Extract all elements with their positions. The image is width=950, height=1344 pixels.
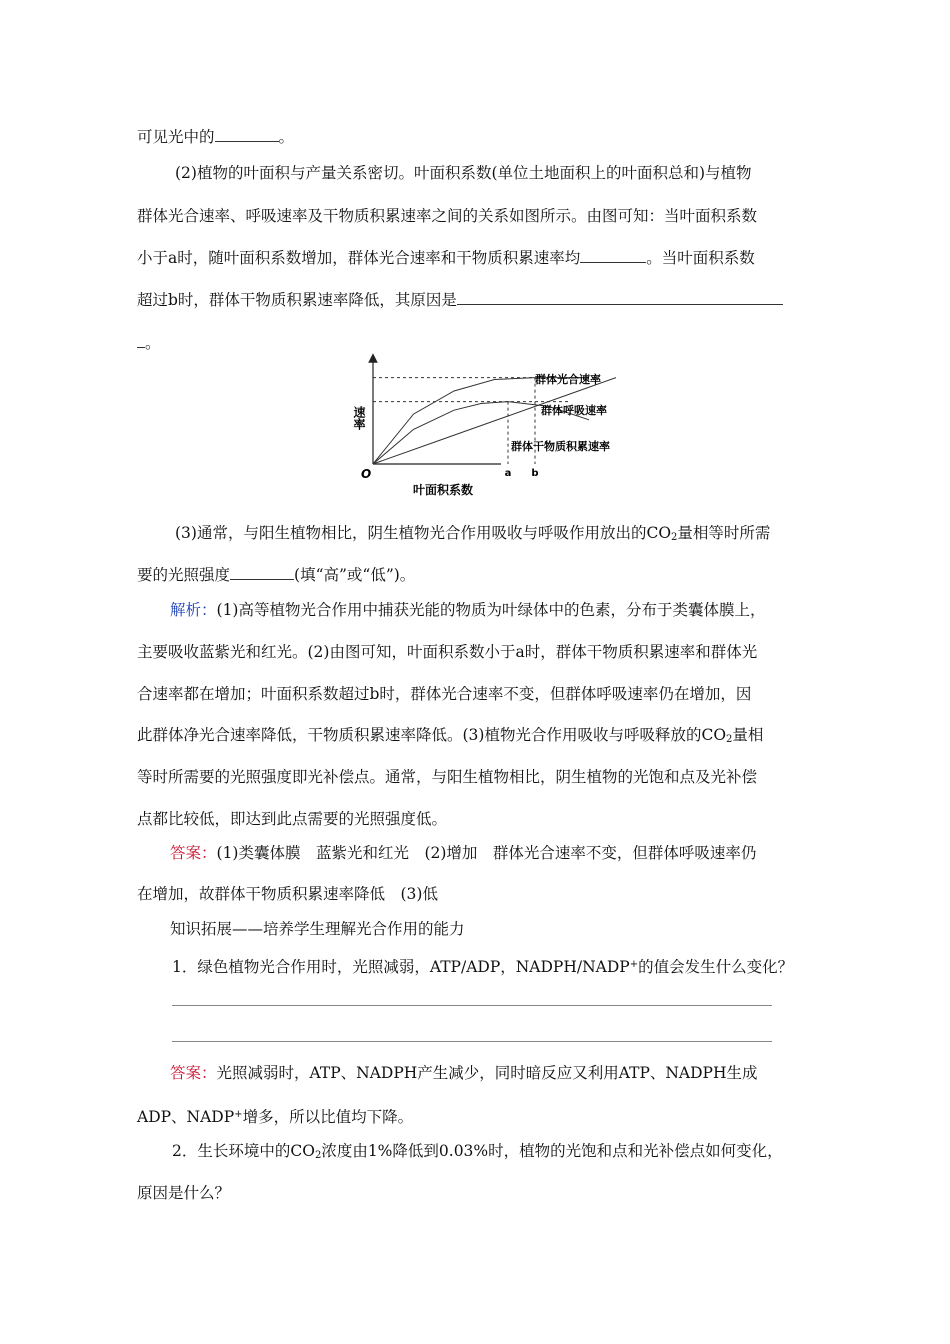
q2-line-2: 群体光合速率、呼吸速率及干物质积累速率之间的关系如图所示。由图可知：当叶面积系数 [137,207,758,225]
extension-a1-line-2: ADP、NADP+增多，所以比值均下降。 [137,1108,414,1126]
answer-blank [580,248,646,263]
answer-line-1: 答案：(1)类囊体膜 蓝紫光和红光 (2)增加 群体光合速率不变，但群体呼吸速率仍 [170,844,757,862]
answer-blank [137,333,145,348]
q2-line-1: (2)植物的叶面积与产量关系密切。叶面积系数(单位土地面积上的叶面积总和)与植物 [175,164,752,182]
answer-blank [230,565,294,580]
analysis-line-2: 主要吸收蓝紫光和红光。(2)由图可知，叶面积系数小于a时，群体干物质积累速率和群体光 [137,643,758,661]
extension-q2: 2．生长环境中的$CO_2$浓度由1%降低到0.03%时，植物的光饱和点和光补偿点如何变化， [172,1142,783,1161]
answer-line-rule [172,1005,772,1006]
legend-dry-matter: 群体干物质积累速率 [511,440,610,453]
answer-line-2: 在增加，故群体干物质积累速率降低 (3)低 [137,885,438,903]
x-tick-a: a [504,468,512,479]
origin-label: O [361,467,372,481]
y-axis-label: 速率 [352,406,366,430]
analysis-line-3: 合速率都在增加；叶面积系数超过b时，群体光合速率不变，但群体呼吸速率仍在增加，因 [137,685,752,703]
analysis-line-4: 此群体净光合速率降低，干物质积累速率降低。(3)植物光合作用吸收与呼吸释放的$CO_2$量相 [137,726,764,745]
q2-line-4: 超过b时，群体干物质积累速率降低，其原因是 [137,289,783,311]
extension-q2-line-2: 原因是什么？ [137,1184,231,1202]
q2-line-3: 小于a时，随叶面积系数增加，群体光合速率和干物质积累速率均 。当叶面积系数 [137,249,755,267]
answer-line-rule [172,1041,772,1042]
legend-respiration: 群体呼吸速率 [541,404,607,417]
answer-label: 答案： [170,844,217,862]
q3-line-1: (3)通常，与阳生植物相比，阴生植物光合作用吸收与呼吸作用放出的$CO_2$量相等时所需 [175,524,771,543]
answer-blank [215,127,279,142]
q2-line-5: 。 [137,332,161,354]
analysis-line-6: 点都比较低，即达到此点需要的光照强度低。 [137,810,448,828]
x-tick-b: b [531,468,539,479]
q1-line: 可见光中的 。 [137,128,295,146]
x-axis-label: 叶面积系数 [412,483,474,497]
extension-title: 知识拓展——培养学生理解光合作用的能力 [170,920,465,938]
answer-blank [457,290,783,305]
rate-chart [352,358,655,498]
analysis-line-5: 等时所需要的光照强度即光补偿点。通常，与阳生植物相比，阴生植物的光饱和点及光补偿 [137,768,758,786]
extension-q1: 1．绿色植物光合作用时，光照减弱，ATP/ADP，NADPH/NADP+的值会发生什么变化？ [172,958,794,976]
answer-label: 答案： [170,1064,217,1082]
q3-line-2: 要的光照强度 (填“高”或“低”)。 [137,566,416,584]
legend-photosynthesis: 群体光合速率 [535,373,601,386]
analysis-label: 解析： [170,601,217,619]
extension-a1-line-1: 答案：光照减弱时，ATP、NADPH产生减少，同时暗反应又利用ATP、NADPH生成 [170,1064,758,1082]
analysis-line-1: 解析：(1)高等植物光合作用中捕获光能的物质为叶绿体中的色素，分布于类囊体膜上， [170,601,766,619]
